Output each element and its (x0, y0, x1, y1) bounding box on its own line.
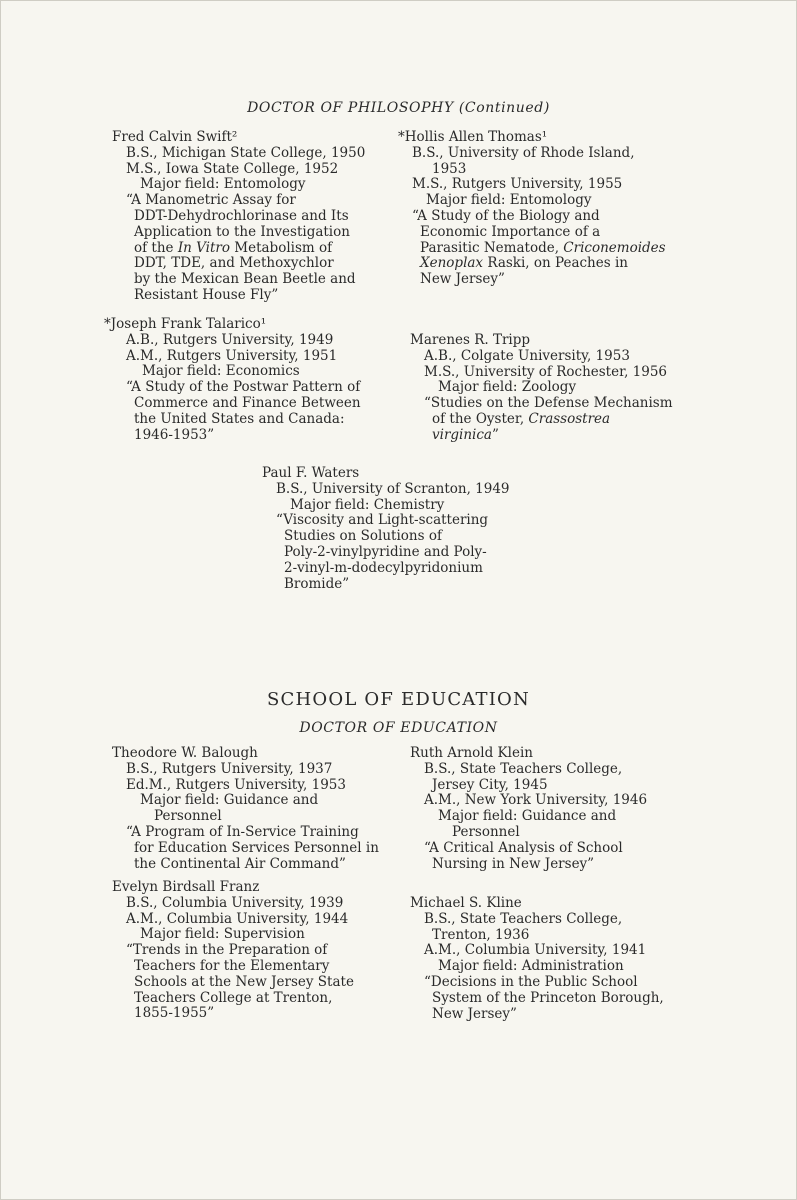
graduate-name: Theodore W. Balough (112, 745, 258, 761)
entry-thomas (398, 130, 666, 288)
degree-line: A.M., New York University, 1946 (424, 792, 648, 809)
thesis-text: Metabolism of (229, 239, 333, 256)
thesis-italic-text: In Vitro (177, 239, 230, 256)
thesis-text: Raski, on Peaches in (483, 255, 628, 272)
thesis-line: New Jersey” (432, 1005, 517, 1022)
thesis-line: DDT, TDE, and Methoxychlor (134, 255, 334, 272)
thesis-text: of the Oyster, (432, 410, 529, 427)
thesis-line: Schools at the New Jersey State (134, 973, 354, 990)
degree-line: Trenton, 1936 (432, 926, 530, 943)
graduate-name: *Hollis Allen Thomas¹ (398, 129, 548, 145)
entry-franz (112, 880, 354, 1022)
thesis-line: Application to the Investigation (134, 223, 350, 240)
thesis-line: Commerce and Finance Between (134, 394, 361, 411)
thesis-line: DDT-Dehydrochlorinase and Its (134, 207, 349, 224)
degree-line: B.S., Columbia University, 1939 (126, 894, 344, 911)
entry-waters (262, 466, 510, 592)
degree-line: 1953 (432, 160, 467, 177)
thesis-line: System of the Princeton Borough, (432, 989, 664, 1006)
degree-line: B.S., State Teachers College, (424, 910, 623, 927)
major-field: Major field: Supervision (140, 926, 305, 943)
thesis-line: the United States and Canada: (134, 410, 345, 427)
thesis-line: “Studies on the Defense Mechanism (424, 395, 673, 412)
major-field: Major field: Administration (438, 958, 624, 975)
entry-talarico (104, 317, 361, 443)
thesis-text: ” (491, 426, 499, 443)
graduate-name: Ruth Arnold Klein (410, 745, 533, 761)
thesis-line: “A Program of In-Service Training (126, 823, 359, 840)
edd-heading: DOCTOR OF EDUCATION (299, 720, 498, 736)
thesis-line: Resistant House Fly” (134, 286, 279, 303)
graduate-name: Evelyn Birdsall Franz (112, 879, 260, 895)
graduate-name: Marenes R. Tripp (410, 332, 531, 348)
graduate-name: Michael S. Kline (410, 895, 522, 911)
school-title: SCHOOL OF EDUCATION (267, 689, 530, 710)
major-field: Major field: Chemistry (290, 496, 445, 513)
degree-line: Ed.M., Rutgers University, 1953 (126, 776, 346, 793)
thesis-line (410, 412, 673, 428)
degree-line: A.M., Columbia University, 1944 (126, 910, 349, 927)
graduate-name: *Joseph Frank Talarico¹ (104, 316, 267, 332)
thesis-line: for Education Services Personnel in (134, 839, 379, 856)
degree-line: M.S., University of Rochester, 1956 (424, 363, 668, 380)
thesis-italic-text: Crassostrea (528, 410, 611, 427)
entry-balough (112, 746, 379, 872)
major-field: Personnel (452, 823, 520, 840)
thesis-line: “Viscosity and Light-scattering (276, 512, 489, 529)
degree-line: B.S., State Teachers College, (424, 760, 623, 777)
degree-line: B.S., University of Rhode Island, (412, 144, 635, 161)
entry-klein (410, 746, 647, 872)
degree-line: A.M., Columbia University, 1941 (424, 942, 647, 959)
thesis-line (398, 241, 666, 257)
phd-continued-heading: DOCTOR OF PHILOSOPHY (Continued) (247, 100, 550, 116)
degree-line: A.B., Rutgers University, 1949 (126, 331, 334, 348)
thesis-italic-text: Criconemoides (563, 239, 666, 256)
major-field: Personnel (154, 808, 222, 825)
degree-line: B.S., University of Scranton, 1949 (276, 480, 510, 497)
thesis-line: “A Critical Analysis of School (424, 839, 623, 856)
thesis-line: “A Study of the Postwar Pattern of (126, 379, 361, 396)
degree-line: Jersey City, 1945 (432, 776, 548, 793)
entry-swift (112, 130, 365, 304)
thesis-line: “Decisions in the Public School (424, 973, 638, 990)
major-field: Major field: Guidance and (438, 808, 617, 825)
degree-line: B.S., Michigan State College, 1950 (126, 144, 366, 161)
graduate-name: Fred Calvin Swift² (112, 129, 238, 145)
major-field: Major field: Entomology (426, 192, 592, 209)
major-field: Major field: Zoology (438, 379, 577, 396)
thesis-italic-text: virginica (432, 426, 492, 443)
thesis-line (112, 241, 365, 257)
degree-line: B.S., Rutgers University, 1937 (126, 760, 333, 777)
thesis-line: Poly-2-vinylpyridine and Poly- (284, 543, 487, 560)
degree-line: A.B., Colgate University, 1953 (424, 347, 630, 364)
thesis-line: “Trends in the Preparation of (126, 942, 328, 959)
thesis-line: the Continental Air Command” (134, 855, 346, 872)
thesis-line: 2-vinyl-m-dodecylpyridonium (284, 559, 483, 576)
thesis-line: “A Study of the Biology and (412, 207, 600, 224)
degree-line: A.M., Rutgers University, 1951 (126, 347, 338, 364)
major-field: Major field: Economics (142, 363, 300, 380)
thesis-line: Studies on Solutions of (284, 528, 442, 545)
major-field: Major field: Guidance and (140, 792, 319, 809)
thesis-text: of the (134, 239, 178, 256)
thesis-italic-text: Xenoplax (420, 255, 484, 272)
thesis-line: Teachers College at Trenton, (134, 989, 333, 1006)
degree-line: M.S., Rutgers University, 1955 (412, 176, 623, 193)
thesis-line: 1946-1953” (134, 426, 215, 443)
thesis-line: Economic Importance of a (420, 223, 601, 240)
thesis-line: by the Mexican Bean Beetle and (134, 271, 356, 288)
thesis-line: 1855-1955” (134, 1005, 215, 1022)
major-field: Major field: Entomology (140, 176, 306, 193)
entry-tripp (410, 333, 673, 444)
thesis-line: Teachers for the Elementary (134, 957, 330, 974)
thesis-line: New Jersey” (420, 271, 505, 288)
thesis-line: “A Manometric Assay for (126, 192, 296, 209)
degree-line: M.S., Iowa State College, 1952 (126, 160, 339, 177)
thesis-line (398, 256, 666, 272)
thesis-line: Bromide” (284, 575, 350, 592)
thesis-line: Nursing in New Jersey” (432, 855, 595, 872)
thesis-text: Parasitic Nematode, (420, 239, 564, 256)
entry-kline (410, 896, 664, 1022)
graduate-name: Paul F. Waters (262, 465, 360, 481)
thesis-line (410, 428, 673, 444)
